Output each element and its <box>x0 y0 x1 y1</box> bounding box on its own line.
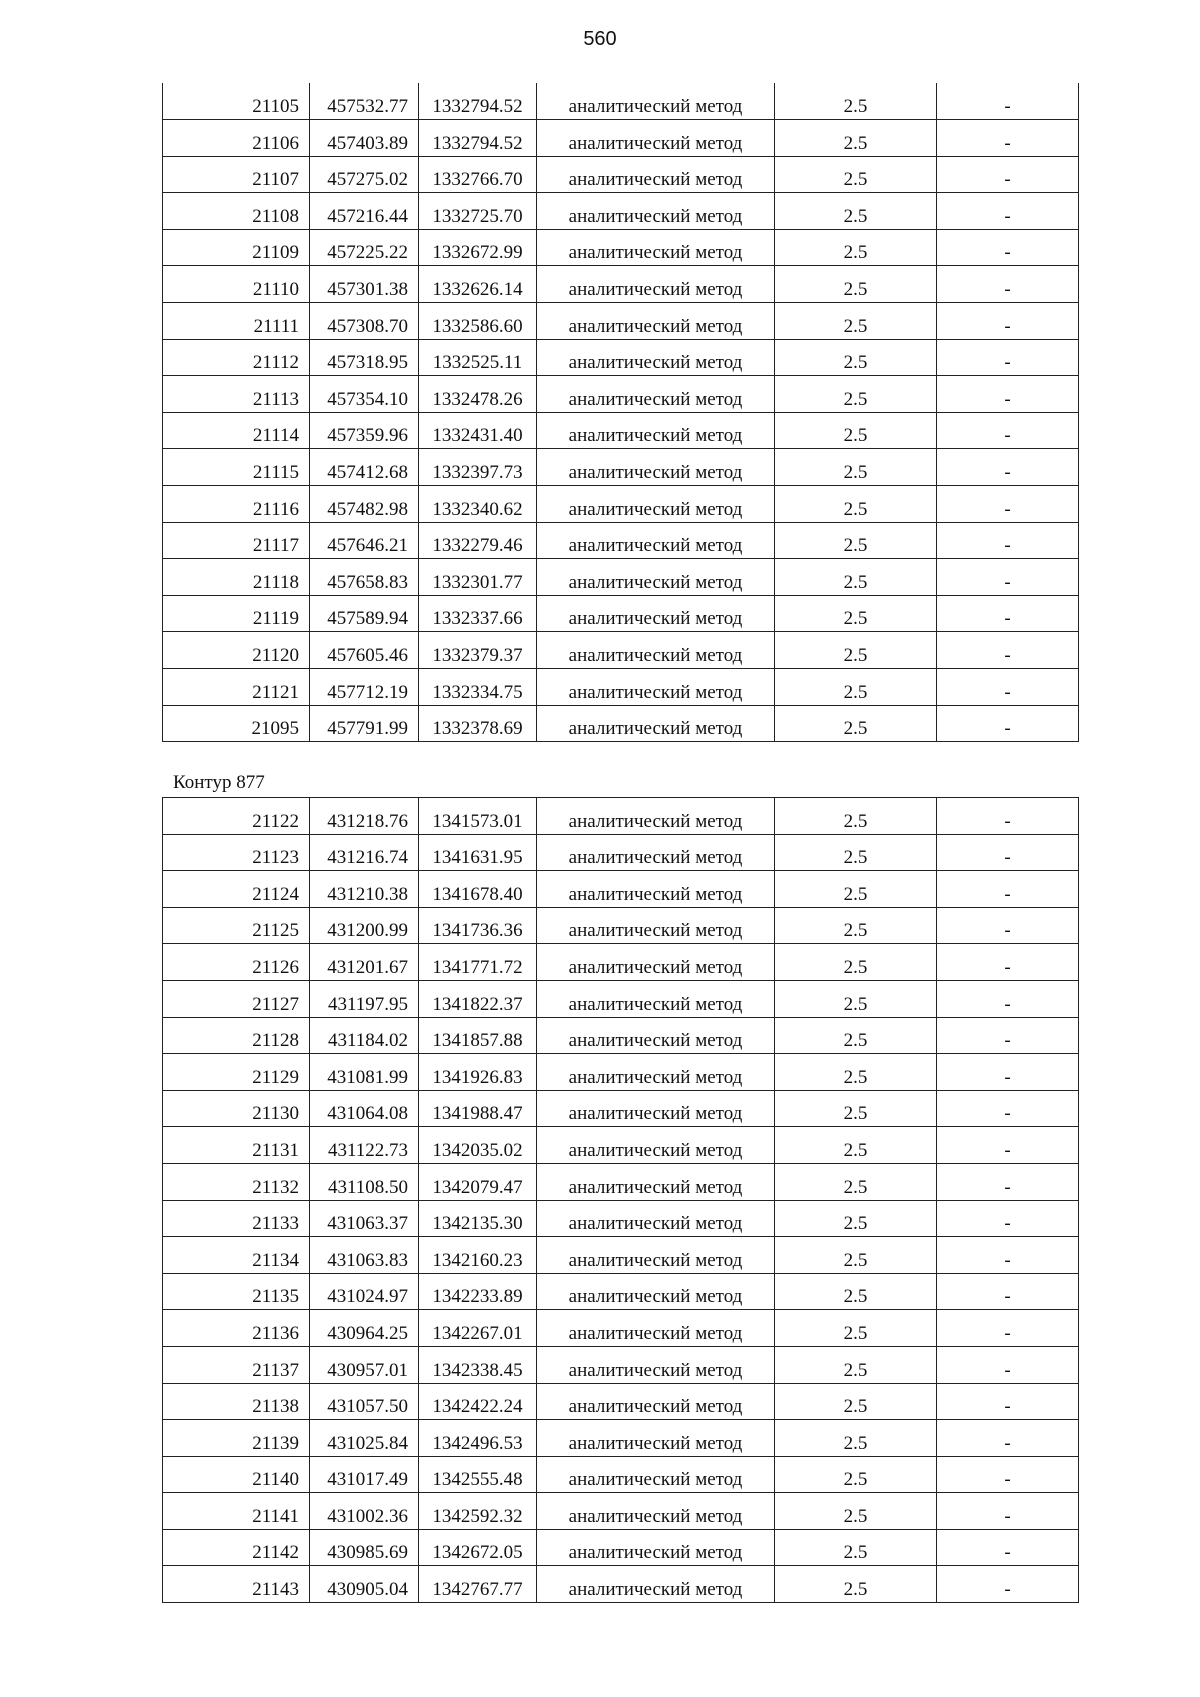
point-number-cell: 21132 <box>163 1163 310 1200</box>
point-number-cell: 21109 <box>163 229 310 266</box>
table-row <box>163 412 1079 449</box>
table-row <box>163 486 1079 523</box>
x-coordinate-cell: 457403.89 <box>310 120 419 157</box>
x-coordinate-cell: 430905.04 <box>310 1566 419 1603</box>
accuracy-cell: 2.5 <box>775 229 937 266</box>
method-cell: аналитический метод <box>537 798 775 835</box>
y-coordinate-cell: 1332794.52 <box>419 83 537 120</box>
y-coordinate-cell: 1332478.26 <box>419 376 537 413</box>
y-coordinate-cell: 1342496.53 <box>419 1420 537 1457</box>
point-number-cell: 21108 <box>163 193 310 230</box>
method-cell: аналитический метод <box>537 559 775 596</box>
dash-cell: - <box>937 1090 1079 1127</box>
method-cell: аналитический метод <box>537 1237 775 1274</box>
x-coordinate-cell: 457354.10 <box>310 376 419 413</box>
method-cell: аналитический метод <box>537 303 775 340</box>
point-number-cell: 21137 <box>163 1346 310 1383</box>
table-row <box>163 944 1079 981</box>
method-cell: аналитический метод <box>537 1346 775 1383</box>
y-coordinate-cell: 1342555.48 <box>419 1456 537 1493</box>
method-cell: аналитический метод <box>537 834 775 871</box>
dash-cell: - <box>937 798 1079 835</box>
method-cell: аналитический метод <box>537 1566 775 1603</box>
x-coordinate-cell: 431201.67 <box>310 944 419 981</box>
x-coordinate-cell: 430985.69 <box>310 1529 419 1566</box>
method-cell: аналитический метод <box>537 595 775 632</box>
point-number-cell: 21120 <box>163 632 310 669</box>
contour-label: Контур 877 <box>173 772 265 793</box>
x-coordinate-cell: 431064.08 <box>310 1090 419 1127</box>
accuracy-cell: 2.5 <box>775 266 937 303</box>
table-row <box>163 376 1079 413</box>
coordinates-table-1 <box>162 83 1079 742</box>
accuracy-cell: 2.5 <box>775 669 937 706</box>
point-number-cell: 21142 <box>163 1529 310 1566</box>
x-coordinate-cell: 431017.49 <box>310 1456 419 1493</box>
x-coordinate-cell: 431063.83 <box>310 1237 419 1274</box>
point-number-cell: 21106 <box>163 120 310 157</box>
x-coordinate-cell: 431216.74 <box>310 834 419 871</box>
point-number-cell: 21118 <box>163 559 310 596</box>
accuracy-cell: 2.5 <box>775 486 937 523</box>
dash-cell: - <box>937 266 1079 303</box>
point-number-cell: 21140 <box>163 1456 310 1493</box>
x-coordinate-cell: 457308.70 <box>310 303 419 340</box>
y-coordinate-cell: 1341678.40 <box>419 871 537 908</box>
page-number: 560 <box>583 28 617 50</box>
method-cell: аналитический метод <box>537 1420 775 1457</box>
accuracy-cell: 2.5 <box>775 522 937 559</box>
y-coordinate-cell: 1342135.30 <box>419 1200 537 1237</box>
x-coordinate-cell: 431057.50 <box>310 1383 419 1420</box>
table-row <box>163 156 1079 193</box>
point-number-cell: 21135 <box>163 1273 310 1310</box>
method-cell: аналитический метод <box>537 156 775 193</box>
y-coordinate-cell: 1342160.23 <box>419 1237 537 1274</box>
table-row <box>163 120 1079 157</box>
dash-cell: - <box>937 1529 1079 1566</box>
method-cell: аналитический метод <box>537 120 775 157</box>
x-coordinate-cell: 457412.68 <box>310 449 419 486</box>
point-number-cell: 21111 <box>163 303 310 340</box>
x-coordinate-cell: 430957.01 <box>310 1346 419 1383</box>
point-number-cell: 21115 <box>163 449 310 486</box>
y-coordinate-cell: 1332626.14 <box>419 266 537 303</box>
y-coordinate-cell: 1341736.36 <box>419 907 537 944</box>
accuracy-cell: 2.5 <box>775 156 937 193</box>
y-coordinate-cell: 1342079.47 <box>419 1163 537 1200</box>
dash-cell: - <box>937 1456 1079 1493</box>
point-number-cell: 21133 <box>163 1200 310 1237</box>
y-coordinate-cell: 1332672.99 <box>419 229 537 266</box>
point-number-cell: 21124 <box>163 871 310 908</box>
table-row <box>163 1346 1079 1383</box>
table-row <box>163 907 1079 944</box>
dash-cell: - <box>937 669 1079 706</box>
x-coordinate-cell: 431197.95 <box>310 980 419 1017</box>
accuracy-cell: 2.5 <box>775 1017 937 1054</box>
accuracy-cell: 2.5 <box>775 339 937 376</box>
y-coordinate-cell: 1332279.46 <box>419 522 537 559</box>
y-coordinate-cell: 1332337.66 <box>419 595 537 632</box>
method-cell: аналитический метод <box>537 632 775 669</box>
dash-cell: - <box>937 1310 1079 1347</box>
method-cell: аналитический метод <box>537 193 775 230</box>
dash-cell: - <box>937 120 1079 157</box>
accuracy-cell: 2.5 <box>775 1200 937 1237</box>
y-coordinate-cell: 1342592.32 <box>419 1493 537 1530</box>
accuracy-cell: 2.5 <box>775 1127 937 1164</box>
dash-cell: - <box>937 871 1079 908</box>
accuracy-cell: 2.5 <box>775 798 937 835</box>
point-number-cell: 21095 <box>163 705 310 742</box>
dash-cell: - <box>937 339 1079 376</box>
x-coordinate-cell: 431063.37 <box>310 1200 419 1237</box>
point-number-cell: 21119 <box>163 595 310 632</box>
dash-cell: - <box>937 944 1079 981</box>
y-coordinate-cell: 1341771.72 <box>419 944 537 981</box>
point-number-cell: 21128 <box>163 1017 310 1054</box>
y-coordinate-cell: 1332525.11 <box>419 339 537 376</box>
dash-cell: - <box>937 907 1079 944</box>
y-coordinate-cell: 1332379.37 <box>419 632 537 669</box>
y-coordinate-cell: 1342422.24 <box>419 1383 537 1420</box>
x-coordinate-cell: 457658.83 <box>310 559 419 596</box>
table-row <box>163 669 1079 706</box>
method-cell: аналитический метод <box>537 1529 775 1566</box>
dash-cell: - <box>937 303 1079 340</box>
method-cell: аналитический метод <box>537 83 775 120</box>
accuracy-cell: 2.5 <box>775 376 937 413</box>
dash-cell: - <box>937 229 1079 266</box>
y-coordinate-cell: 1332378.69 <box>419 705 537 742</box>
accuracy-cell: 2.5 <box>775 834 937 871</box>
table-row <box>163 1017 1079 1054</box>
table-row <box>163 1200 1079 1237</box>
dash-cell: - <box>937 412 1079 449</box>
accuracy-cell: 2.5 <box>775 120 937 157</box>
y-coordinate-cell: 1332397.73 <box>419 449 537 486</box>
y-coordinate-cell: 1342767.77 <box>419 1566 537 1603</box>
method-cell: аналитический метод <box>537 1383 775 1420</box>
point-number-cell: 21114 <box>163 412 310 449</box>
accuracy-cell: 2.5 <box>775 559 937 596</box>
point-number-cell: 21105 <box>163 83 310 120</box>
method-cell: аналитический метод <box>537 980 775 1017</box>
point-number-cell: 21127 <box>163 980 310 1017</box>
dash-cell: - <box>937 1420 1079 1457</box>
coordinates-table-2 <box>162 797 1079 1603</box>
y-coordinate-cell: 1341926.83 <box>419 1054 537 1091</box>
accuracy-cell: 2.5 <box>775 412 937 449</box>
dash-cell: - <box>937 486 1079 523</box>
accuracy-cell: 2.5 <box>775 1273 937 1310</box>
table-row <box>163 1273 1079 1310</box>
table-row <box>163 632 1079 669</box>
method-cell: аналитический метод <box>537 376 775 413</box>
method-cell: аналитический метод <box>537 871 775 908</box>
x-coordinate-cell: 457275.02 <box>310 156 419 193</box>
method-cell: аналитический метод <box>537 1273 775 1310</box>
table-row <box>163 1127 1079 1164</box>
x-coordinate-cell: 457605.46 <box>310 632 419 669</box>
dash-cell: - <box>937 449 1079 486</box>
point-number-cell: 21121 <box>163 669 310 706</box>
x-coordinate-cell: 431002.36 <box>310 1493 419 1530</box>
dash-cell: - <box>937 632 1079 669</box>
table-row <box>163 871 1079 908</box>
x-coordinate-cell: 431210.38 <box>310 871 419 908</box>
dash-cell: - <box>937 1493 1079 1530</box>
table-row <box>163 1310 1079 1347</box>
table-row <box>163 559 1079 596</box>
method-cell: аналитический метод <box>537 339 775 376</box>
accuracy-cell: 2.5 <box>775 83 937 120</box>
point-number-cell: 21112 <box>163 339 310 376</box>
x-coordinate-cell: 457532.77 <box>310 83 419 120</box>
y-coordinate-cell: 1341573.01 <box>419 798 537 835</box>
table-row <box>163 798 1079 835</box>
accuracy-cell: 2.5 <box>775 1456 937 1493</box>
method-cell: аналитический метод <box>537 669 775 706</box>
accuracy-cell: 2.5 <box>775 705 937 742</box>
point-number-cell: 21138 <box>163 1383 310 1420</box>
method-cell: аналитический метод <box>537 1493 775 1530</box>
x-coordinate-cell: 431081.99 <box>310 1054 419 1091</box>
method-cell: аналитический метод <box>537 1017 775 1054</box>
table-row <box>163 522 1079 559</box>
point-number-cell: 21141 <box>163 1493 310 1530</box>
dash-cell: - <box>937 1127 1079 1164</box>
dash-cell: - <box>937 980 1079 1017</box>
accuracy-cell: 2.5 <box>775 1493 937 1530</box>
x-coordinate-cell: 431122.73 <box>310 1127 419 1164</box>
method-cell: аналитический метод <box>537 229 775 266</box>
method-cell: аналитический метод <box>537 449 775 486</box>
y-coordinate-cell: 1332431.40 <box>419 412 537 449</box>
y-coordinate-cell: 1342267.01 <box>419 1310 537 1347</box>
accuracy-cell: 2.5 <box>775 1163 937 1200</box>
table-row <box>163 705 1079 742</box>
method-cell: аналитический метод <box>537 1054 775 1091</box>
x-coordinate-cell: 457318.95 <box>310 339 419 376</box>
accuracy-cell: 2.5 <box>775 595 937 632</box>
dash-cell: - <box>937 193 1079 230</box>
x-coordinate-cell: 457589.94 <box>310 595 419 632</box>
x-coordinate-cell: 457359.96 <box>310 412 419 449</box>
table-row <box>163 595 1079 632</box>
y-coordinate-cell: 1341822.37 <box>419 980 537 1017</box>
point-number-cell: 21122 <box>163 798 310 835</box>
point-number-cell: 21107 <box>163 156 310 193</box>
x-coordinate-cell: 431108.50 <box>310 1163 419 1200</box>
x-coordinate-cell: 430964.25 <box>310 1310 419 1347</box>
dash-cell: - <box>937 1346 1079 1383</box>
table-row <box>163 1566 1079 1603</box>
method-cell: аналитический метод <box>537 1200 775 1237</box>
table-row <box>163 834 1079 871</box>
x-coordinate-cell: 457482.98 <box>310 486 419 523</box>
point-number-cell: 21139 <box>163 1420 310 1457</box>
method-cell: аналитический метод <box>537 1090 775 1127</box>
x-coordinate-cell: 431184.02 <box>310 1017 419 1054</box>
y-coordinate-cell: 1342338.45 <box>419 1346 537 1383</box>
y-coordinate-cell: 1332725.70 <box>419 193 537 230</box>
table-row <box>163 229 1079 266</box>
method-cell: аналитический метод <box>537 1163 775 1200</box>
point-number-cell: 21131 <box>163 1127 310 1164</box>
table-row <box>163 1090 1079 1127</box>
dash-cell: - <box>937 834 1079 871</box>
point-number-cell: 21123 <box>163 834 310 871</box>
dash-cell: - <box>937 522 1079 559</box>
point-number-cell: 21129 <box>163 1054 310 1091</box>
accuracy-cell: 2.5 <box>775 1237 937 1274</box>
table-row <box>163 1383 1079 1420</box>
point-number-cell: 21110 <box>163 266 310 303</box>
x-coordinate-cell: 431200.99 <box>310 907 419 944</box>
dash-cell: - <box>937 1566 1079 1603</box>
dash-cell: - <box>937 1054 1079 1091</box>
accuracy-cell: 2.5 <box>775 303 937 340</box>
y-coordinate-cell: 1341988.47 <box>419 1090 537 1127</box>
method-cell: аналитический метод <box>537 522 775 559</box>
method-cell: аналитический метод <box>537 1456 775 1493</box>
table-row <box>163 1163 1079 1200</box>
table-row <box>163 266 1079 303</box>
y-coordinate-cell: 1341857.88 <box>419 1017 537 1054</box>
x-coordinate-cell: 431024.97 <box>310 1273 419 1310</box>
y-coordinate-cell: 1332766.70 <box>419 156 537 193</box>
table-row <box>163 980 1079 1017</box>
table-row <box>163 1237 1079 1274</box>
point-number-cell: 21126 <box>163 944 310 981</box>
x-coordinate-cell: 457791.99 <box>310 705 419 742</box>
method-cell: аналитический метод <box>537 412 775 449</box>
accuracy-cell: 2.5 <box>775 193 937 230</box>
x-coordinate-cell: 457216.44 <box>310 193 419 230</box>
x-coordinate-cell: 457712.19 <box>310 669 419 706</box>
method-cell: аналитический метод <box>537 486 775 523</box>
y-coordinate-cell: 1342233.89 <box>419 1273 537 1310</box>
accuracy-cell: 2.5 <box>775 1566 937 1603</box>
dash-cell: - <box>937 559 1079 596</box>
table-row <box>163 83 1079 120</box>
accuracy-cell: 2.5 <box>775 1420 937 1457</box>
table-row <box>163 1420 1079 1457</box>
accuracy-cell: 2.5 <box>775 449 937 486</box>
dash-cell: - <box>937 156 1079 193</box>
point-number-cell: 21113 <box>163 376 310 413</box>
dash-cell: - <box>937 1163 1079 1200</box>
x-coordinate-cell: 457225.22 <box>310 229 419 266</box>
accuracy-cell: 2.5 <box>775 907 937 944</box>
table-row <box>163 303 1079 340</box>
point-number-cell: 21116 <box>163 486 310 523</box>
method-cell: аналитический метод <box>537 944 775 981</box>
point-number-cell: 21125 <box>163 907 310 944</box>
point-number-cell: 21134 <box>163 1237 310 1274</box>
table-row <box>163 1529 1079 1566</box>
method-cell: аналитический метод <box>537 1310 775 1347</box>
accuracy-cell: 2.5 <box>775 632 937 669</box>
point-number-cell: 21136 <box>163 1310 310 1347</box>
y-coordinate-cell: 1332794.52 <box>419 120 537 157</box>
table-row <box>163 1054 1079 1091</box>
accuracy-cell: 2.5 <box>775 871 937 908</box>
accuracy-cell: 2.5 <box>775 980 937 1017</box>
accuracy-cell: 2.5 <box>775 1090 937 1127</box>
y-coordinate-cell: 1341631.95 <box>419 834 537 871</box>
accuracy-cell: 2.5 <box>775 1346 937 1383</box>
dash-cell: - <box>937 1017 1079 1054</box>
accuracy-cell: 2.5 <box>775 1054 937 1091</box>
method-cell: аналитический метод <box>537 907 775 944</box>
x-coordinate-cell: 431218.76 <box>310 798 419 835</box>
dash-cell: - <box>937 1237 1079 1274</box>
table-row <box>163 1456 1079 1493</box>
dash-cell: - <box>937 1200 1079 1237</box>
table-row <box>163 449 1079 486</box>
table-row <box>163 1493 1079 1530</box>
y-coordinate-cell: 1332340.62 <box>419 486 537 523</box>
x-coordinate-cell: 431025.84 <box>310 1420 419 1457</box>
table-row <box>163 339 1079 376</box>
table-row <box>163 193 1079 230</box>
accuracy-cell: 2.5 <box>775 1383 937 1420</box>
dash-cell: - <box>937 1273 1079 1310</box>
y-coordinate-cell: 1342035.02 <box>419 1127 537 1164</box>
method-cell: аналитический метод <box>537 266 775 303</box>
y-coordinate-cell: 1342672.05 <box>419 1529 537 1566</box>
dash-cell: - <box>937 595 1079 632</box>
point-number-cell: 21143 <box>163 1566 310 1603</box>
dash-cell: - <box>937 376 1079 413</box>
accuracy-cell: 2.5 <box>775 1529 937 1566</box>
dash-cell: - <box>937 705 1079 742</box>
x-coordinate-cell: 457301.38 <box>310 266 419 303</box>
dash-cell: - <box>937 1383 1079 1420</box>
point-number-cell: 21130 <box>163 1090 310 1127</box>
y-coordinate-cell: 1332586.60 <box>419 303 537 340</box>
y-coordinate-cell: 1332334.75 <box>419 669 537 706</box>
method-cell: аналитический метод <box>537 1127 775 1164</box>
method-cell: аналитический метод <box>537 705 775 742</box>
x-coordinate-cell: 457646.21 <box>310 522 419 559</box>
accuracy-cell: 2.5 <box>775 1310 937 1347</box>
accuracy-cell: 2.5 <box>775 944 937 981</box>
dash-cell: - <box>937 83 1079 120</box>
point-number-cell: 21117 <box>163 522 310 559</box>
y-coordinate-cell: 1332301.77 <box>419 559 537 596</box>
